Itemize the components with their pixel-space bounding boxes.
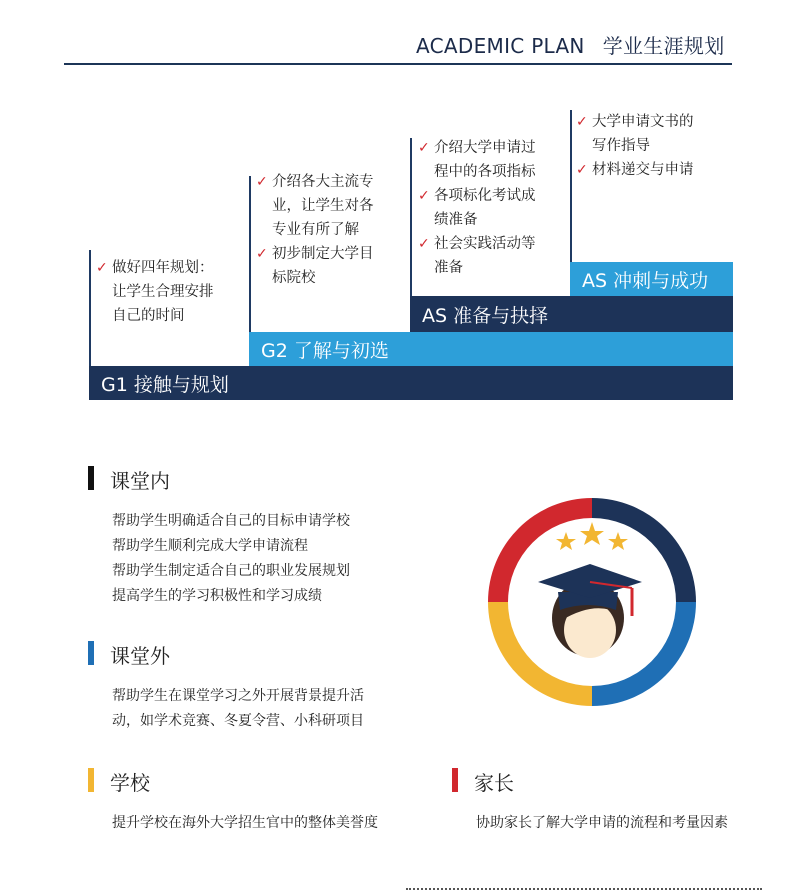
- section-marker-black: [88, 466, 94, 490]
- step-bar-label: AS 冲刺与成功: [582, 269, 709, 292]
- list-item: 专业有所了解: [272, 222, 359, 238]
- step-bar-g2: [249, 332, 733, 366]
- list-item: ✓ 大学申请文书的: [576, 110, 694, 134]
- check-icon: ✓: [576, 114, 588, 130]
- step-bar-as-prepare: [410, 296, 733, 332]
- list-item: ✓ 做好四年规划：: [96, 256, 214, 280]
- list-item: 绩准备: [434, 212, 478, 228]
- check-icon: ✓: [256, 174, 268, 190]
- text-line: 帮助学生顺利完成大学申请流程: [112, 538, 308, 554]
- text-line: 帮助学生在课堂学习之外开展背景提升活: [112, 688, 364, 704]
- section-body-in-class: [112, 509, 350, 609]
- check-icon: ✓: [256, 246, 268, 262]
- header-title-en: ACADEMIC PLAN: [416, 34, 585, 58]
- text-line: 帮助学生明确适合自己的目标申请学校: [112, 513, 350, 529]
- list-item: 标院校: [272, 270, 316, 286]
- check-icon: ✓: [418, 188, 430, 204]
- section-title-in-class: 课堂内: [110, 469, 170, 493]
- step-bar-as-sprint: [570, 262, 733, 296]
- section-marker-red: [452, 768, 458, 792]
- check-icon: ✓: [96, 260, 108, 276]
- step-bar-label: AS 准备与抉择: [422, 304, 549, 327]
- text-line: 协助家长了解大学申请的流程和考量因素: [476, 815, 728, 831]
- section-marker-yellow: [88, 768, 94, 792]
- step-list-as-prepare: [418, 136, 536, 280]
- section-title-out-class: 课堂外: [110, 644, 170, 668]
- text-line: 帮助学生制定适合自己的职业发展规划: [112, 563, 350, 579]
- list-item: 业，让学生对各: [272, 198, 374, 214]
- list-item: ✓ 初步制定大学目: [256, 242, 374, 266]
- step-divider: [410, 138, 412, 296]
- list-item: 程中的各项指标: [434, 164, 536, 180]
- page-header: [416, 30, 725, 59]
- list-item: ✓ 介绍大学申请过: [418, 136, 536, 160]
- text-line: 动，如学术竞赛、冬夏令营、小科研项目: [112, 713, 364, 729]
- step-list-g2: [256, 170, 374, 290]
- list-item: ✓ 各项标化考试成: [418, 184, 536, 208]
- step-list-g1: [96, 256, 214, 328]
- step-divider: [249, 176, 251, 332]
- check-icon: ✓: [576, 162, 588, 178]
- text-line: 提升学校在海外大学招生官中的整体美誉度: [112, 815, 378, 831]
- list-item: ✓ 材料递交与申请: [576, 158, 694, 182]
- section-title-school: 学校: [110, 771, 150, 795]
- list-item: ✓ 介绍各大主流专: [256, 170, 374, 194]
- section-body-parent: [476, 811, 728, 836]
- check-icon: ✓: [418, 236, 430, 252]
- footer-dotted-divider: [406, 888, 762, 890]
- check-icon: ✓: [418, 140, 430, 156]
- list-item: 让学生合理安排: [112, 284, 214, 300]
- section-body-out-class: [112, 684, 364, 734]
- section-title-parent: 家长: [474, 771, 514, 795]
- header-divider: [64, 63, 732, 65]
- text-line: 提高学生的学习积极性和学习成绩: [112, 588, 322, 604]
- header-title-cn: 学业生涯规划: [602, 34, 725, 58]
- step-divider: [570, 110, 572, 262]
- list-item: 自己的时间: [112, 308, 185, 324]
- step-bar-label: G1 接触与规划: [101, 373, 229, 396]
- step-list-as-sprint: [576, 110, 694, 182]
- step-bar-label: G2 了解与初选: [261, 339, 389, 362]
- list-item: ✓ 社会实践活动等: [418, 232, 536, 256]
- section-marker-blue: [88, 641, 94, 665]
- list-item: 准备: [434, 260, 463, 276]
- list-item: 写作指导: [592, 138, 650, 154]
- step-bar-g1: [89, 366, 733, 400]
- graduate-emblem-icon: [480, 490, 704, 714]
- step-divider: [89, 250, 91, 366]
- section-body-school: [112, 811, 378, 836]
